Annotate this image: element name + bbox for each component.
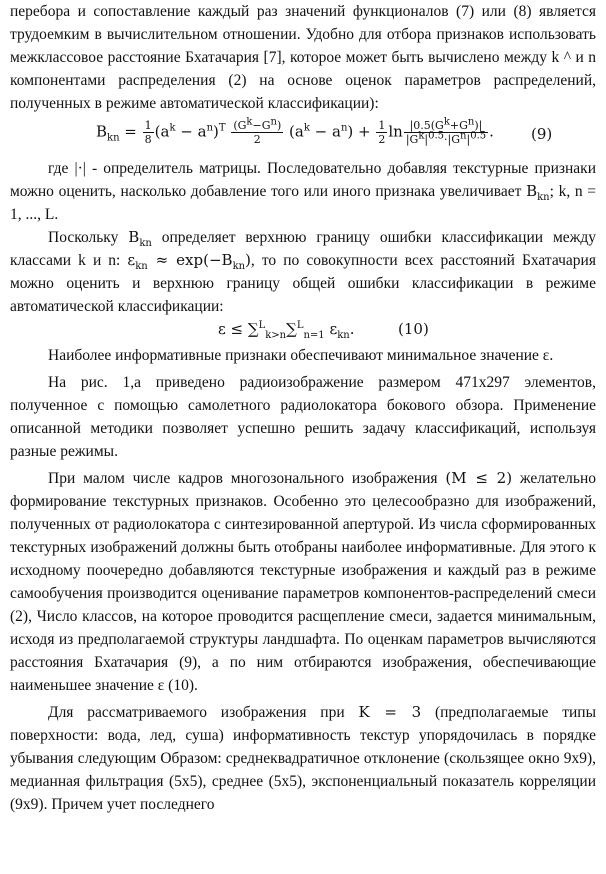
formula-10-expression: ε ≤ ∑$^L_{k>n}$∑$^L_{n=1}$ $\varepsilon_{kn}$. — [218, 320, 355, 341]
formula-10 — [10, 318, 596, 344]
formula-9-number: (9) — [531, 125, 553, 143]
paragraph-7: Для рассматриваемого изображения при K = 3 (предполагаемые типы поверхности: вода, лед, суша) информативность текстур упорядочилась в порядке убывания следующим Образом: среднеквадратичное отклонение (скользящее окно 9х9), медианная фильтрация (5х5), среднее (5х5), экспоненциальный показатель корреляции (9х9). Причем учет последнего — [10, 703, 596, 813]
formula-9-expression: $B_{kn}$ = $\frac{1}{8}$ $(a^k - a^n)^T$ $\frac{(G^k-G^n)}{2}$ $(a^k - a^n)$ + $\frac{1}{2}$ ln $\frac{|0.5(G^k+G^n)|}{|G^k|^{0.5}\cdot|G^n|^{0.5}}$ . — [96, 116, 494, 146]
paragraph-5: На рис. 1,а приведено радиоизображение размером 471х297 элементов, полученное с помощью самолетного радиолокатора бокового обзора. Применение описанной методики позволяет успешно решить задачу классификаций, используя разные режимы. — [10, 374, 596, 460]
paragraph-2: где |·| - определитель матрицы. Последовательно добавляя текстурные признаки можно оценить, насколько добавление того или иного признака увеличивает $B_{kn}$; k, n = 1, ..., L. — [10, 160, 596, 223]
paragraph-1: перебора и сопоставление каждый раз значений функционалов (7) или (8) является трудоемким в вычислительном отношении. Удобно для отбора признаков использовать межклассовое расстояние Бхатачария [7], которое может быть вычислено между k ^ и n компонентами распределения (2) на основе оценок параметров распределений, полученных в режиме автоматической классификации): — [10, 3, 596, 112]
paragraph-6: При малом числе кадров многозонального изображения (M ≤ 2) желательно формирование текстурных признаков. Особенно это целесообразно для изображений, полученных от радиолокатора с синтезированной апертурой. Из числа сформированных текстурных изображений должны быть отобраны наиболее информативные. Для этого к исходному поочередно добавляются текстурные изображения и каждый раз в режиме самообучения производится оценивание параметров компонентов-распределений смеси (2), Число классов, на которое проводится расщепление смеси, задается минимальным, исходя из предполагаемой структуры ландшафта. По оценкам параметров вычисляются расстояния Бхатачария (9), а по ним отбираются изображения, обеспечивающие наименьшее значение ε (10). — [10, 469, 597, 694]
paragraph-3: Поскольку $B_{kn}$ определяет верхнюю границу ошибки классификации между классами k и n: $\varepsilon_{kn} \approx \exp(-B_{kn})$, то по совокупности всех расстояний Бхатачария можно оценить и верхнюю границу общей ошибки классификации в режиме автоматической классификации: — [10, 228, 596, 315]
formula-10-number: (10) — [398, 320, 429, 338]
paragraph-4: Наиболее информативные признаки обеспечивают минимальное значение ε. — [48, 347, 554, 364]
formula-9 — [10, 115, 596, 157]
